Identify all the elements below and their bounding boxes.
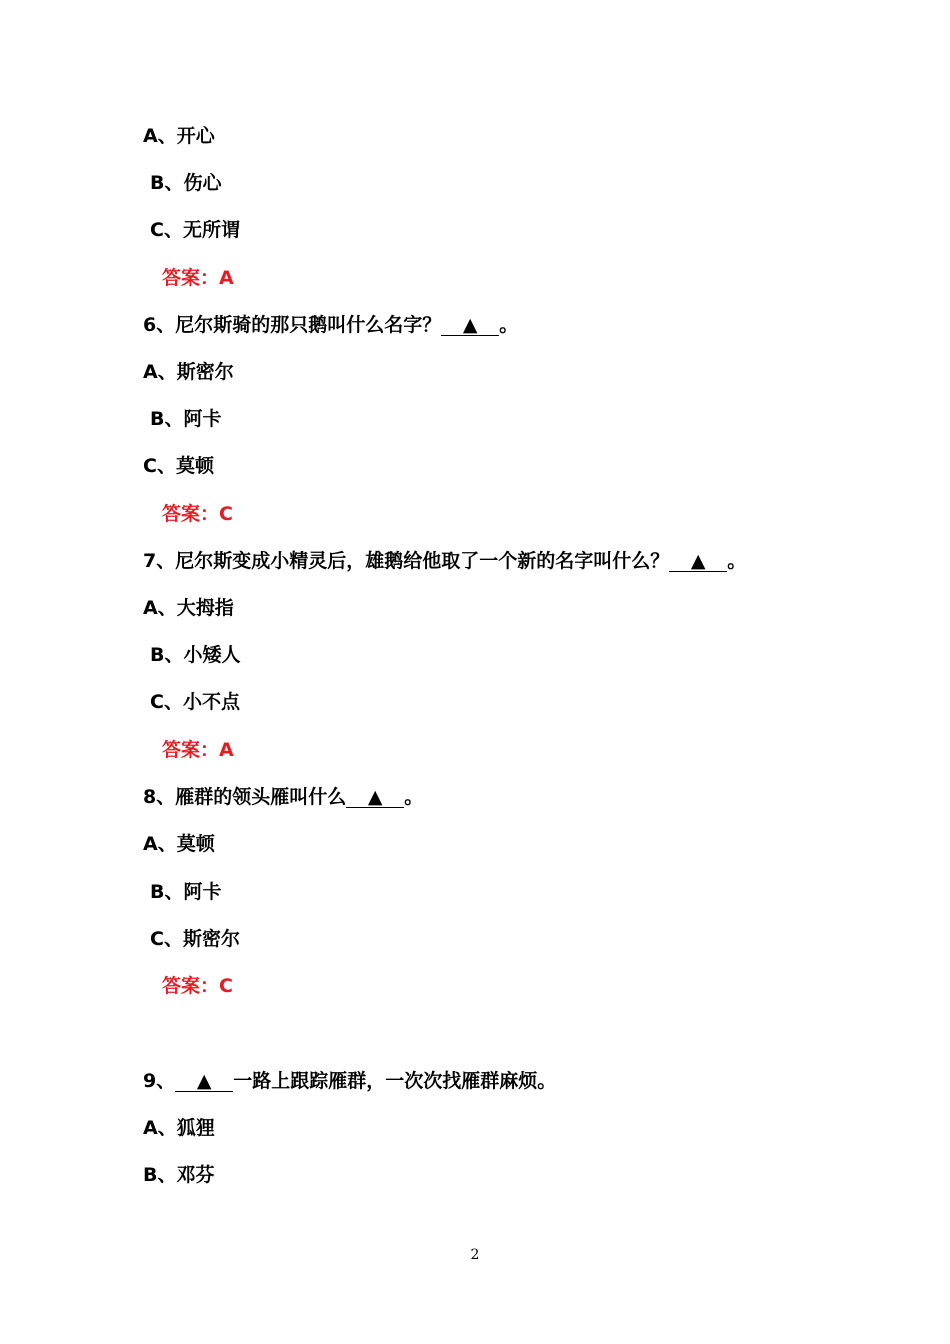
q5-option-c: C、无所谓: [150, 219, 240, 241]
q7-option-b: B、小矮人: [150, 644, 241, 666]
q7-answer: 答案：A: [162, 739, 234, 761]
q6-answer-blank: ▲: [441, 315, 499, 336]
q8-answer-blank: ▲: [346, 787, 404, 808]
q8-answer: 答案：C: [162, 975, 233, 997]
page-number: 2: [470, 1247, 480, 1263]
q7-question: [143, 549, 746, 573]
q8-question-text: 8、雁群的领头雁叫什么: [143, 786, 347, 808]
q6-option-c: C、莫顿: [143, 455, 214, 477]
q6-question-suffix: 。: [499, 314, 519, 336]
q7-option-a: A、大拇指: [143, 597, 234, 619]
q7-option-c: C、小不点: [150, 691, 240, 713]
q6-question: [143, 313, 518, 337]
q9-question-number: 9、: [143, 1070, 176, 1092]
q7-question-text: 7、尼尔斯变成小精灵后，雄鹅给他取了一个新的名字叫什么？: [143, 550, 670, 572]
q5-answer: 答案：A: [162, 267, 234, 289]
q6-question-text: 6、尼尔斯骑的那只鹅叫什么名字？: [143, 314, 442, 336]
q8-question: [143, 785, 423, 809]
q9-question-text: 一路上跟踪雁群，一次次找雁群麻烦。: [233, 1070, 557, 1092]
q9-answer-blank: ▲: [175, 1071, 233, 1092]
q9-option-b: B、邓芬: [143, 1164, 215, 1186]
q9-question: [143, 1069, 556, 1093]
q7-question-suffix: 。: [727, 550, 747, 572]
q9-option-a: A、狐狸: [143, 1117, 215, 1139]
q5-option-b: B、伤心: [150, 172, 222, 194]
q6-option-b: B、阿卡: [150, 408, 222, 430]
q6-option-a: A、斯密尔: [143, 361, 234, 383]
q7-answer-blank: ▲: [669, 551, 727, 572]
q8-question-suffix: 。: [404, 786, 424, 808]
q8-option-b: B、阿卡: [150, 881, 222, 903]
q5-option-a: A、开心: [143, 125, 215, 147]
q8-option-c: C、斯密尔: [150, 928, 240, 950]
q8-option-a: A、莫顿: [143, 833, 215, 855]
q6-answer: 答案：C: [162, 503, 233, 525]
